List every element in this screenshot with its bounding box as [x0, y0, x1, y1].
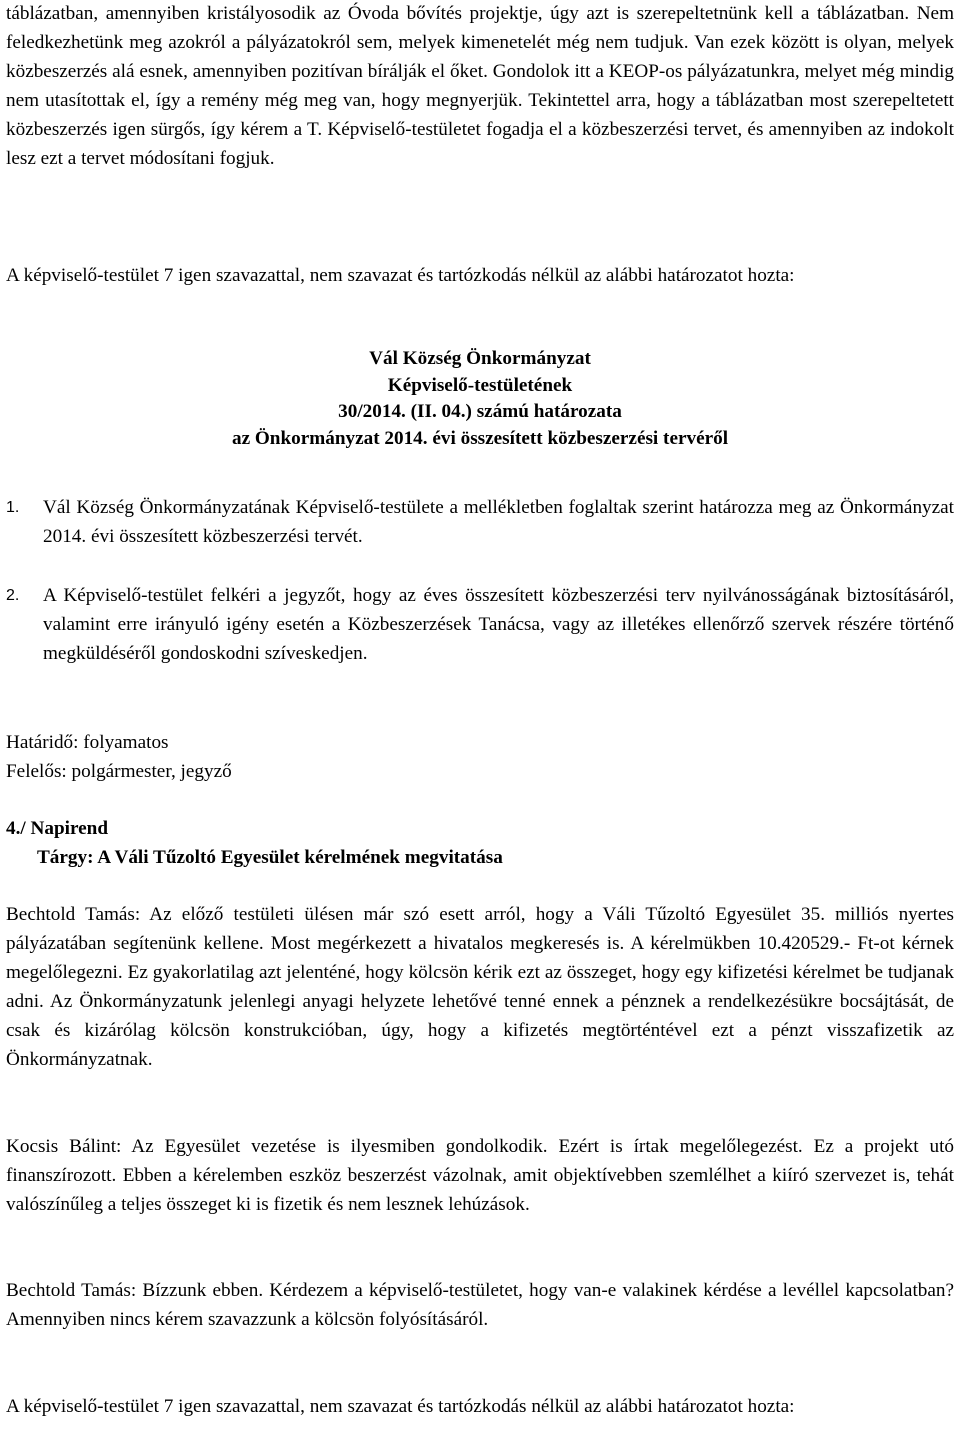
deadline: Határidő: folyamatos: [6, 732, 169, 753]
intro-paragraph-block: [6, 0, 954, 173]
paragraph-bechtold-1: [6, 901, 954, 1074]
resolution-item-1: [6, 494, 954, 552]
vote-paragraph: A képviselő-testület 7 igen szavazattal, nem szavazat és tartózkodás nélkül az alábbi határozatot hozta:: [6, 1396, 795, 1417]
agenda-block: [6, 815, 954, 873]
item-number: 2.: [6, 587, 20, 604]
resolution-item-2: [6, 582, 954, 669]
intro-paragraph: táblázatban, amennyiben kristályosodik az Óvoda bővítés projektje, úgy azt is szerepeltetnünk kell a táblázatban. Nem feledkezhetünk meg azokról a pályázatokról sem, melyek kimenetelét még nem tudjuk. Van ezek között is olyan, melyek közbeszerzés alá esnek, amennyiben pozitívan bírálják el őket. Gondolok itt a KEOP-os pályázatunkra, melyet még mindig nem utasítottak el, így a remény még meg van, hogy megnyerjük. Tekintettel arra, hogy a táblázatban most szerepeltetett közbeszerzés igen sürgős, így kérem a T. Képviselő-testületet fogadja el a közbeszerzési tervet, és amennyiben az indokolt lesz ezt a tervet módosítani fogjuk.: [6, 3, 954, 169]
item-number: 1.: [6, 499, 20, 516]
paragraph-kocsis: [6, 1133, 954, 1220]
item-text: A Képviselő-testület felkéri a jegyzőt, hogy az éves összesített közbeszerzési terv nyilvánosságának biztosításáról, valamint erre irányuló igény esetén a Közbeszerzések Tanácsa, vagy az illetékes ellenőrző szervek részére történő megküldéséről gondoskodni szíveskedjen.: [43, 585, 954, 664]
resolution-line-3: 30/2014. (II. 04.) számú határozata: [338, 401, 622, 423]
speech-paragraph: Bechtold Tamás: Bízzunk ebben. Kérdezem a képviselő-testületet, hogy van-e valakinek kérdése a levéllel kapcsolatban? Amennyiben nincs kérem szavazzunk a kölcsön folyósításáról.: [6, 1280, 954, 1330]
vote-paragraph-block: [6, 262, 954, 291]
deadline-block: [6, 729, 954, 787]
speech-paragraph: Kocsis Bálint: Az Egyesület vezetése is ilyesmiben gondolkodik. Ezért is írtak megelőlegezést. Ez a projekt utó finanszírozott. Ebben a kérelemben eszköz beszerzést vázolnak, amit objektívebben szemlélhet a kiíró szervezet is, tehát valószínűleg a teljes összeget ki is fizetik és nem lesznek lehúzások.: [6, 1136, 954, 1215]
item-text: Vál Község Önkormányzatának Képviselő-testülete a mellékletben foglaltak szerint határozza meg az Önkormányzat 2014. évi összesített közbeszerzési tervét.: [43, 497, 954, 547]
speech-paragraph: Bechtold Tamás: Az előző testületi ülésen már szó esett arról, hogy a Váli Tűzoltó Egyesület 35. milliós nyertes pályázatában segítenünk kellene. Most megérkezett a hivatalos megkeresés is. A kérelmükben 10.420529.- Ft-ot kérnek megelőlegezni. Ez gyakorlatilag azt jelenténé, hogy kölcsön kérik ezt az összeget, hogy egy kifizetési kérelmet be tudjanak adni. Az Önkormányzatunk jelenlegi anyagi helyzete lehetővé tenné ennek a pénznek a rendelkezésükre bocsájtását, de csak és kizárólag kölcsön konstrukcióban, úgy, hogy a kifizetés megtörténtével ezt a pénzt visszafizetik az Önkormányzatnak.: [6, 904, 954, 1070]
vote-paragraph-block-2: [6, 1393, 954, 1422]
resolution-line-2: Képviselő-testületének: [387, 374, 573, 396]
agenda-subject: Tárgy: A Váli Tűzoltó Egyesület kérelmének megvitatása: [37, 846, 503, 868]
vote-paragraph: A képviselő-testület 7 igen szavazattal, nem szavazat és tartózkodás nélkül az alábbi határozatot hozta:: [6, 265, 795, 286]
resolution-heading: [6, 346, 954, 453]
agenda-number: 4./ Napirend: [6, 818, 108, 839]
resolution-line-4: az Önkormányzat 2014. évi összesített közbeszerzési tervéről: [231, 428, 729, 450]
resolution-line-1: Vál Község Önkormányzat: [369, 348, 591, 369]
paragraph-bechtold-2: [6, 1277, 954, 1335]
responsible: Felelős: polgármester, jegyző: [6, 760, 232, 782]
